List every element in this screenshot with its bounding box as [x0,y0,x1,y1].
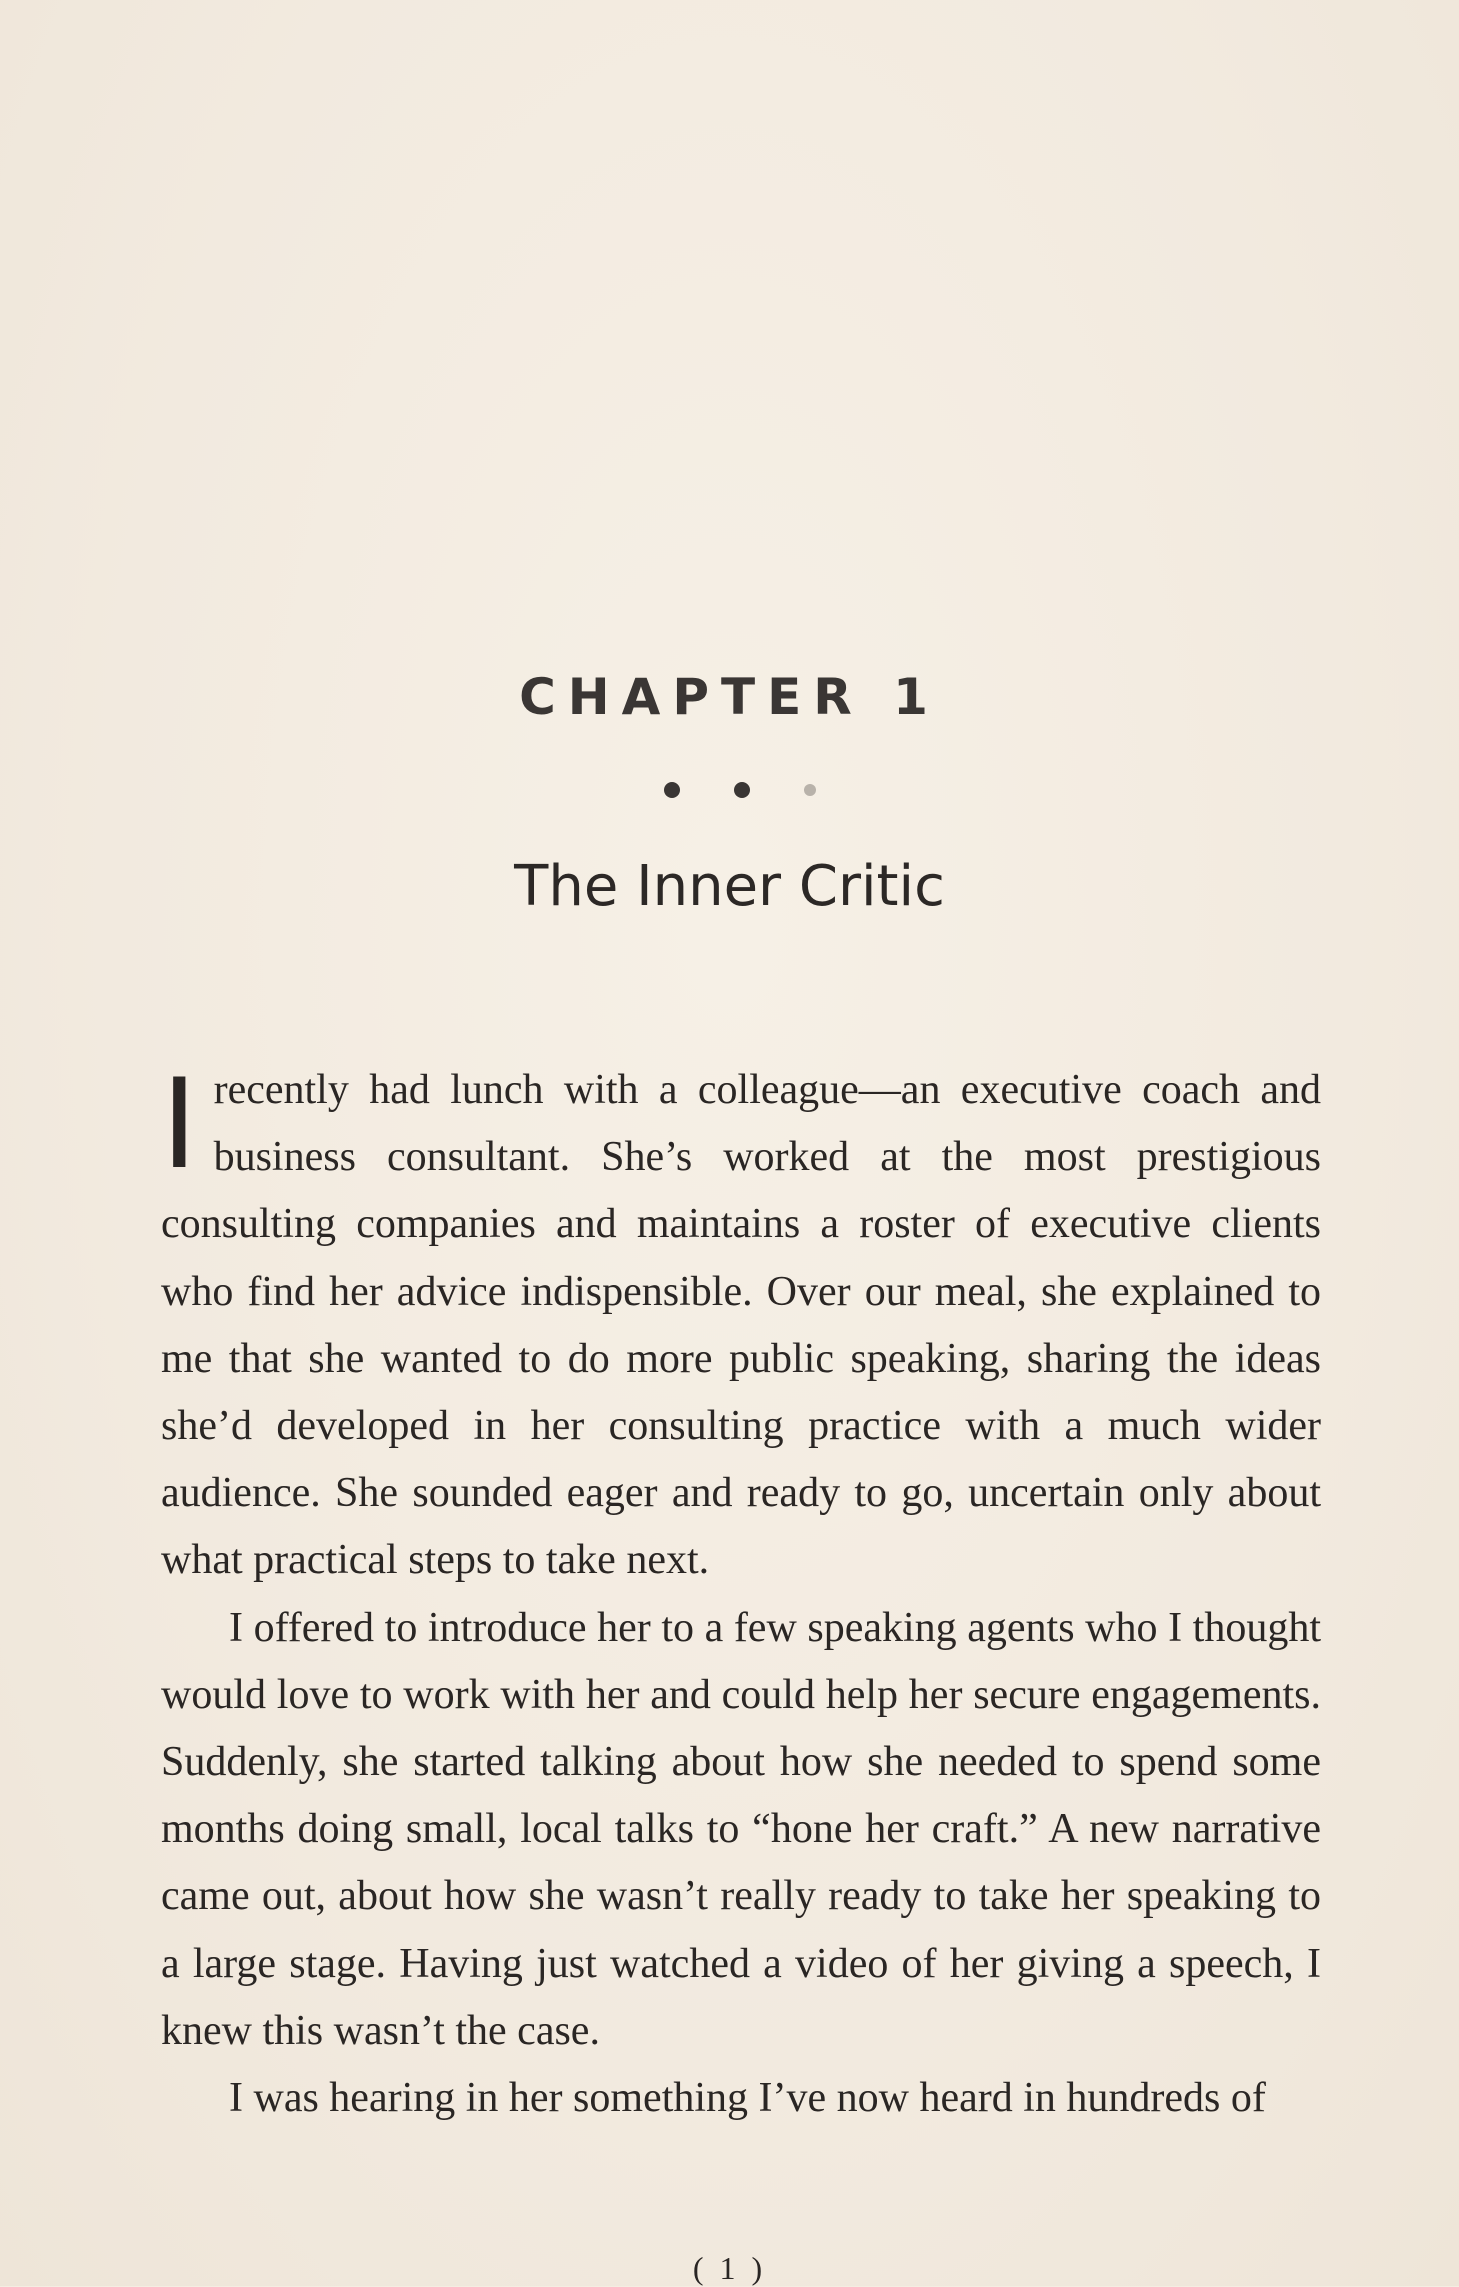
drop-cap: I [161,1053,198,1197]
ornament-dot [734,782,750,798]
ornament-dot [804,784,816,796]
chapter-label: CHAPTER 1 [519,668,940,726]
paragraph-2: I offered to introduce her to a few speaking agents who I thought would love to work with her and could help her secure engagements. Suddenly, she started talking about how she needed to spend some months doing small, local talks to “hone her craft.” A new narrative came out, about how she wasn’t really ready to take her speaking to a large stage. Having just watched a video of her giving a speech, I knew this wasn’t the case. [161,1604,1321,2054]
page-number: ( 1 ) [692,2250,767,2286]
paragraph-1-text: recently had lunch with a colleague—an executive coach and business consultant. She’s worked at the most prestigious consulting companies and maintains a roster of executive clients who find her advice indispensible. Over our meal, she explained to me that she wanted to do more public speaking, sharing the ideas she’d developed in her consulting practice with a much wider audience. She sounded eager and ready to go, uncertain only about what practical steps to take next. [161,1067,1321,1584]
chapter-title: The Inner Critic [514,854,945,919]
paragraph-3: I was hearing in her something I’ve now heard in hundreds of [229,2075,1266,2122]
ornament-dot [664,782,680,798]
chapter-ornament [0,778,1459,802]
body-text [161,1053,1321,2132]
paragraph-1 [161,1053,1321,1595]
